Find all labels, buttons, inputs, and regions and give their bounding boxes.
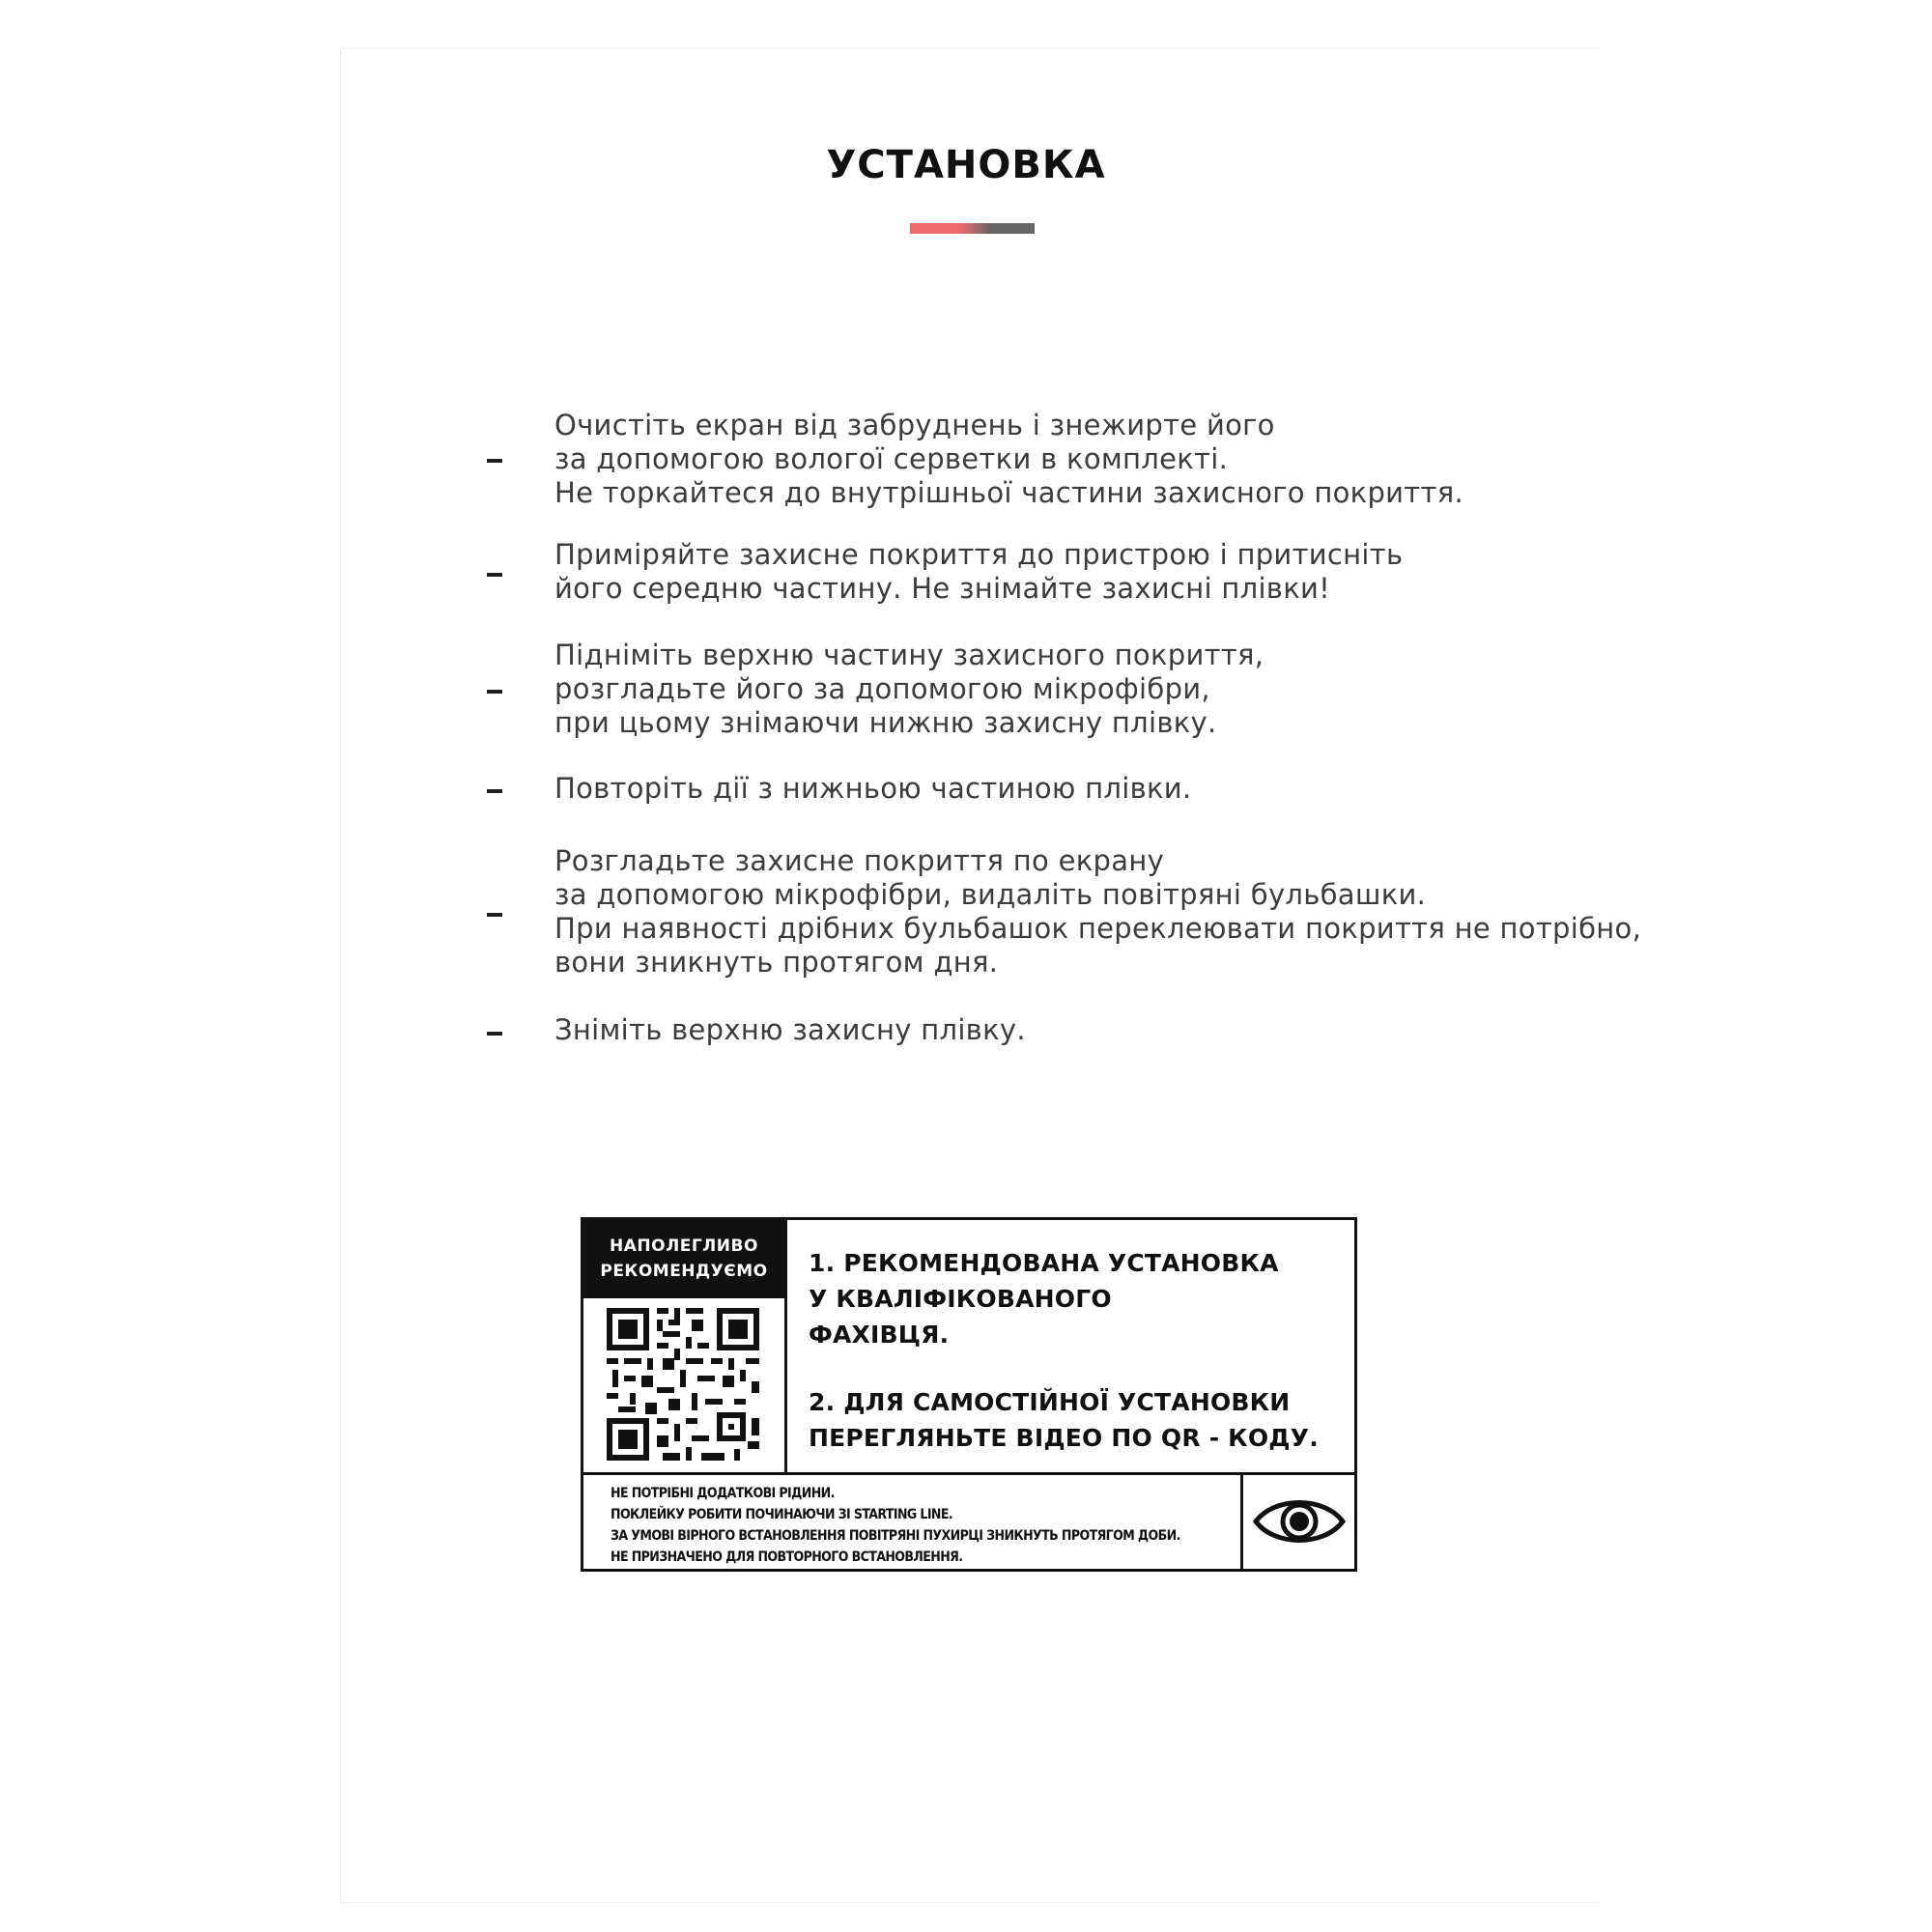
bullet-dash — [487, 789, 502, 793]
step-text: Приміряйте захисне покриття до пристрою і притисніть його середню частину. Не знімайте захисні плівки! — [554, 538, 1404, 605]
qr-code-icon[interactable] — [605, 1306, 761, 1463]
step-text: Очистіть екран від забруднень і знежирте його за допомогою вологої серветки в комплекті. Не торкайтеся до внутрішньої частини захисного покриття. — [554, 409, 1463, 509]
note-line: ПОКЛЕЙКУ РОБИТИ ПОЧИНАЮЧИ ЗІ STARTING LINE. — [611, 1507, 953, 1522]
notes-list — [611, 1483, 1238, 1568]
badge-line: РЕКОМЕНДУЄМО — [600, 1262, 768, 1281]
step-text: Зніміть верхню захисну плівку. — [554, 1013, 1026, 1046]
step-text: Повторіть дії з нижньою частиною плівки. — [554, 772, 1192, 805]
recommendation-2: 2. ДЛЯ САМОСТІЙНОЇ УСТАНОВКИ ПЕРЕГЛЯНЬТЕ ВІДЕО ПО QR - КОДУ. — [809, 1388, 1319, 1452]
note-line: ЗА УМОВІ ВІРНОГО ВСТАНОВЛЕННЯ ПОВІТРЯНІ ПУХИРЦІ ЗНИКНУТЬ ПРОТЯГОМ ДОБИ. — [611, 1528, 1180, 1544]
recommendation-box — [581, 1217, 1357, 1572]
note-line: НЕ ПРИЗНАЧЕНО ДЛЯ ПОВТОРНОГО ВСТАНОВЛЕННЯ. — [611, 1549, 963, 1565]
eye-icon — [1253, 1494, 1346, 1548]
recommend-badge — [583, 1220, 784, 1298]
bullet-dash — [487, 459, 502, 463]
qr-panel — [583, 1220, 787, 1472]
step-text: Підніміть верхню частину захисного покриття, розгладьте його за допомогою мікрофібри, при цьому знімаючи нижню захисну плівку. — [554, 639, 1264, 739]
page-title: УСТАНОВКА — [826, 143, 1106, 187]
eye-cell — [1240, 1475, 1354, 1569]
box-divider — [583, 1472, 1354, 1475]
recommendation-text — [809, 1245, 1340, 1488]
bullet-dash — [487, 573, 502, 577]
bullet-dash — [487, 690, 502, 694]
step-text: Розгладьте захисне покриття по екрану за допомогою мікрофібри, видаліть повітряні бульбашки. При наявності дрібних бульбашок переклеювати покриття не потрібно, вони зникнуть протягом дня. — [554, 844, 1642, 979]
bullet-dash — [487, 913, 502, 917]
note-line: НЕ ПОТРІБНІ ДОДАТКОВІ РІДИНИ. — [611, 1486, 835, 1501]
recommendation-1: 1. РЕКОМЕНДОВАНА УСТАНОВКА У КВАЛІФІКОВАНОГО ФАХІВЦЯ. — [809, 1249, 1279, 1349]
bullet-dash — [487, 1032, 502, 1036]
title-accent-bar — [910, 223, 1035, 234]
badge-line: НАПОЛЕГЛИВО — [610, 1236, 758, 1256]
